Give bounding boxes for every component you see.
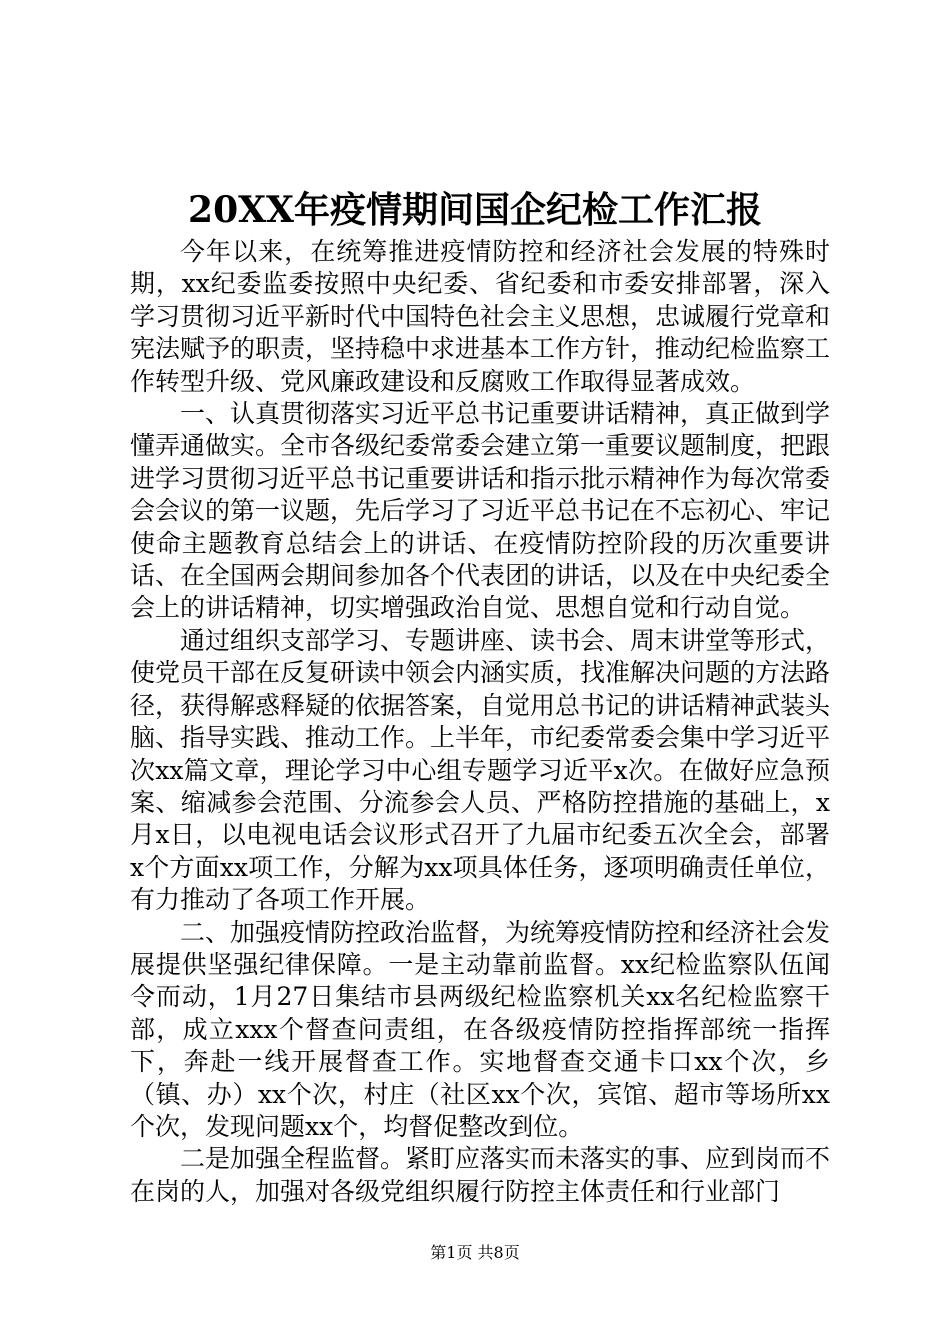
document-title: 20XX年疫情期间国企纪检工作汇报	[188, 189, 762, 231]
paragraph-intro: 今年以来，在统筹推进疫情防控和经济社会发展的特殊时期，xx纪委监委按照中央纪委、省纪委和市委安排部署，深入学习贯彻习近平新时代中国特色社会主义思想，忠诚履行党章和宪法赋予的职责，坚持稳中求进基本工作方针，推动纪检监察工作转型升级、党风廉政建设和反腐败工作取得显著成效。	[130, 237, 831, 396]
paragraph-study-methods: 通过组织支部学习、专题讲座、读书会、周末讲堂等形式，使党员干部在反复研读中领会内涵实质，找准解决问题的方法路径，获得解惑释疑的依据答案，自觉用总书记的讲话精神武装头脑、指导实践、推动工作。上半年，市纪委常委会集中学习近平次xx篇文章，理论学习中心组专题学习近平x次。在做好应急预案、缩减参会范围、分流参会人员、严格防控措施的基础上，x月x日，以电视电话会议形式召开了九届市纪委五次全会，部署x个方面xx项工作，分解为xx项具体任务，逐项明确责任单位，有力推动了各项工作开展。	[130, 625, 831, 915]
page-footer: 第1页 共8页	[430, 1243, 520, 1262]
paragraph-section-one: 一、认真贯彻落实习近平总书记重要讲话精神，真正做到学懂弄通做实。全市各级纪委常委会建立第一重要议题制度，把跟进学习贯彻习近平总书记重要讲话和指示批示精神作为每次常委会会议的第一议题，先后学习了习近平总书记在不忘初心、牢记使命主题教育总结会上的讲话、在疫情防控阶段的历次重要讲话、在全国两会期间参加各个代表团的讲话，以及在中央纪委全会上的讲话精神，切实增强政治自觉、思想自觉和行动自觉。	[130, 399, 831, 623]
document-body	[130, 236, 830, 1208]
paragraph-full-supervision: 二是加强全程监督。紧盯应落实而未落实的事、应到岗而不在岗的人，加强对各级党组织履行防控主体责任和行业部门	[130, 1144, 831, 1206]
paragraph-section-two: 二、加强疫情防控政治监督，为统筹疫情防控和经济社会发展提供坚强纪律保障。一是主动靠前监督。xx纪检监察队伍闻令而动，1月27日集结市县两级纪检监察机关xx名纪检监察干部，成立xxx个督查问责组，在各级疫情防控指挥部统一指挥下，奔赴一线开展督查工作。实地督查交通卡口xx个次，乡（镇、办）xx个次，村庄（社区xx个次，宾馆、超市等场所xx个次，发现问题xx个，均督促整改到位。	[130, 917, 831, 1141]
